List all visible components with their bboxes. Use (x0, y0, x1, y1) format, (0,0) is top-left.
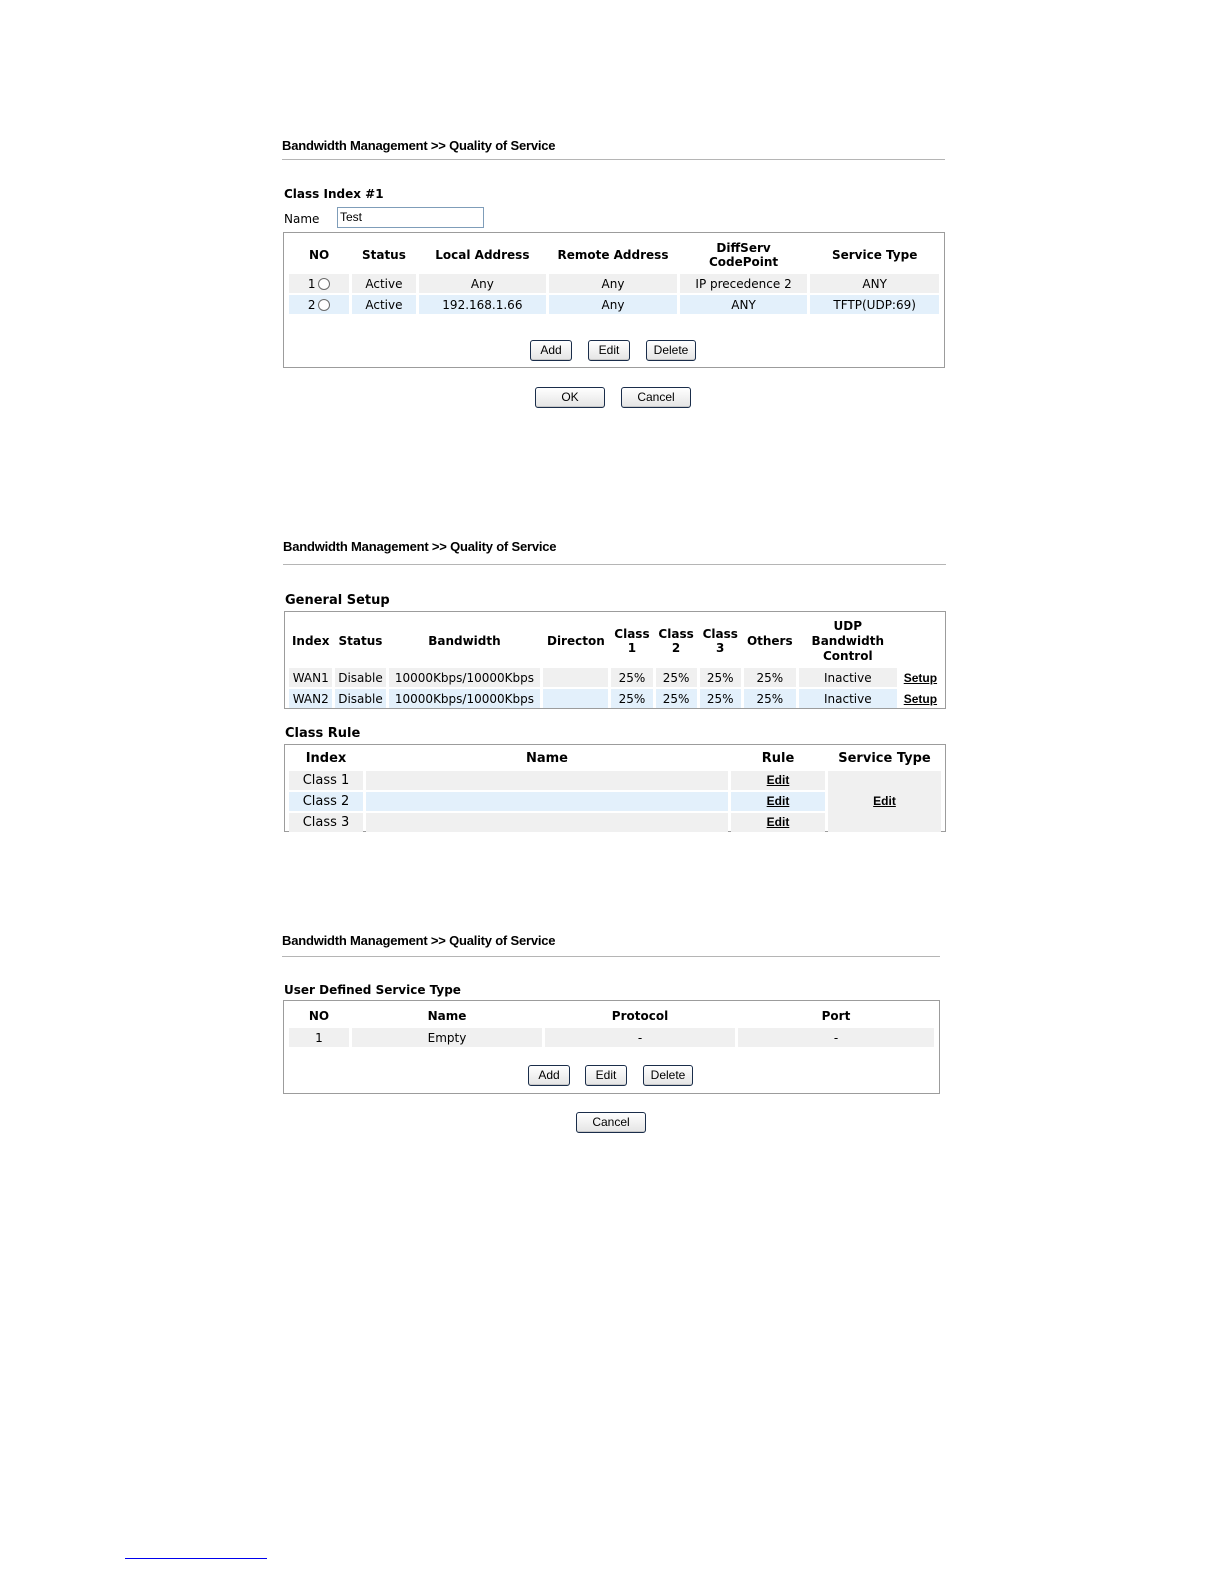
cancel-button[interactable]: Cancel (576, 1112, 646, 1133)
page-title: Bandwidth Management >> Quality of Service (282, 933, 940, 957)
row-no: 1 (307, 276, 316, 291)
row-select-radio[interactable] (318, 299, 330, 311)
col-name: Name (427, 1009, 467, 1023)
index-cell: WAN1 (289, 668, 332, 687)
col-local-address: Local Address (435, 248, 530, 262)
col-status: Status (361, 248, 406, 262)
service-type-cell: ANY (810, 274, 939, 293)
status-cell: Disable (335, 689, 385, 708)
delete-button[interactable]: Delete (646, 340, 696, 361)
class2-cell: 25% (656, 668, 697, 687)
col-service-type: Service Type (831, 248, 918, 262)
col-udp-a: UDP (833, 618, 863, 633)
col-status: Status (338, 634, 383, 648)
col-class3-b: 3 (716, 641, 725, 655)
others-cell: 25% (744, 668, 796, 687)
class2-cell: 25% (656, 689, 697, 708)
direction-cell (543, 689, 608, 708)
table-row (289, 274, 939, 293)
col-dscp (680, 238, 808, 272)
service-type-cell: TFTP(UDP:69) (810, 295, 939, 314)
edit-button[interactable]: Edit (585, 1065, 627, 1086)
udp-cell: Inactive (799, 689, 897, 708)
general-setup-table (286, 614, 944, 710)
col-class3-a: Class (702, 627, 738, 641)
name-input[interactable]: Test (337, 207, 484, 228)
rule-cell (731, 813, 825, 832)
class-index-cell: Class 1 (289, 771, 363, 790)
bandwidth-cell: 10000Kbps/10000Kbps (389, 689, 541, 708)
qos-class-panel (282, 138, 945, 160)
col-no: NO (309, 248, 330, 262)
setup-link[interactable]: Setup (903, 670, 938, 685)
status-cell: Active (352, 295, 415, 314)
col-udp-c: Control (822, 648, 873, 663)
local-address-cell: Any (419, 274, 547, 293)
setup-link[interactable]: Setup (903, 691, 938, 706)
col-others: Others (746, 634, 793, 648)
cancel-button[interactable]: Cancel (621, 387, 691, 408)
col-name: Name (525, 751, 568, 766)
table-row (289, 668, 941, 687)
class-index-label: Class Index #1 (284, 187, 384, 201)
class-index-cell: Class 2 (289, 792, 363, 811)
index-cell: WAN2 (289, 689, 332, 708)
col-remote-address: Remote Address (557, 248, 669, 262)
col-class1-a: Class (614, 627, 650, 641)
rule-edit-link[interactable]: Edit (766, 815, 790, 829)
col-class2-a: Class (658, 627, 694, 641)
class-index-cell: Class 3 (289, 813, 363, 832)
general-setup-label: General Setup (285, 593, 390, 608)
col-bandwidth: Bandwidth (428, 634, 501, 648)
service-type-edit-link[interactable]: Edit (873, 794, 896, 808)
bandwidth-cell: 10000Kbps/10000Kbps (389, 668, 541, 687)
user-defined-service-table (286, 1004, 937, 1049)
class1-cell: 25% (611, 668, 652, 687)
setup-cell (900, 668, 941, 687)
class-name-cell (366, 792, 728, 811)
rule-cell (731, 792, 825, 811)
col-udp (799, 616, 897, 666)
class3-cell: 25% (700, 689, 741, 708)
remote-address-cell: Any (549, 274, 677, 293)
page-title: Bandwidth Management >> Quality of Service (282, 138, 945, 160)
remote-address-cell: Any (549, 295, 677, 314)
table-row (289, 771, 941, 790)
class-rule-label: Class Rule (285, 726, 361, 741)
udp-cell: Inactive (799, 668, 897, 687)
add-button[interactable]: Add (528, 1065, 570, 1086)
edit-button[interactable]: Edit (588, 340, 630, 361)
col-class3 (700, 616, 741, 666)
page-title: Bandwidth Management >> Quality of Service (283, 539, 946, 565)
dscp-cell: ANY (680, 295, 808, 314)
col-index: Index (305, 751, 347, 766)
others-cell: 25% (744, 689, 796, 708)
user-defined-service-label: User Defined Service Type (284, 983, 461, 997)
class1-cell: 25% (611, 689, 652, 708)
rule-edit-link[interactable]: Edit (766, 794, 790, 808)
class-name-cell (366, 813, 728, 832)
col-service-type: Service Type (838, 751, 931, 766)
row-no: 2 (307, 297, 316, 312)
class-rule-table (286, 747, 944, 834)
delete-button[interactable]: Delete (643, 1065, 693, 1086)
col-class1 (611, 616, 652, 666)
col-port: Port (821, 1009, 851, 1023)
col-class2-b: 2 (671, 641, 681, 655)
col-no: NO (308, 1009, 330, 1023)
rule-edit-link[interactable]: Edit (766, 773, 790, 787)
footer-divider (125, 1558, 267, 1559)
col-class1-b: 1 (627, 641, 637, 655)
table-row (289, 1028, 934, 1047)
col-index: Index (291, 634, 330, 648)
port-cell: - (738, 1028, 934, 1047)
service-type-cell (828, 771, 941, 832)
col-class2 (656, 616, 697, 666)
col-rule: Rule (761, 751, 795, 766)
status-cell: Active (352, 274, 415, 293)
class-rules-table (286, 236, 942, 316)
class-name-cell (366, 771, 728, 790)
col-setup (900, 616, 941, 666)
class3-cell: 25% (700, 668, 741, 687)
row-no-cell (289, 295, 349, 314)
no-cell: 1 (289, 1028, 349, 1047)
add-button[interactable]: Add (530, 340, 572, 361)
col-protocol: Protocol (611, 1009, 669, 1023)
col-direction: Directon (546, 634, 605, 648)
rule-cell (731, 771, 825, 790)
name-cell: Empty (352, 1028, 542, 1047)
ok-button[interactable]: OK (535, 387, 605, 408)
qos-service-type-panel (282, 933, 940, 957)
name-label: Name (284, 212, 320, 226)
row-select-radio[interactable] (318, 278, 330, 290)
setup-cell (900, 689, 941, 708)
local-address-cell: 192.168.1.66 (419, 295, 547, 314)
table-row (289, 689, 941, 708)
status-cell: Disable (335, 668, 385, 687)
protocol-cell: - (545, 1028, 735, 1047)
row-no-cell (289, 274, 349, 293)
general-setup-box (284, 611, 946, 709)
qos-general-panel (283, 539, 946, 565)
table-row (289, 295, 939, 314)
class-rule-box (284, 744, 946, 832)
dscp-cell: IP precedence 2 (680, 274, 808, 293)
direction-cell (543, 668, 608, 687)
col-dscp-label: DiffServ CodePoint (708, 241, 779, 269)
col-udp-b: Bandwidth (811, 633, 884, 648)
